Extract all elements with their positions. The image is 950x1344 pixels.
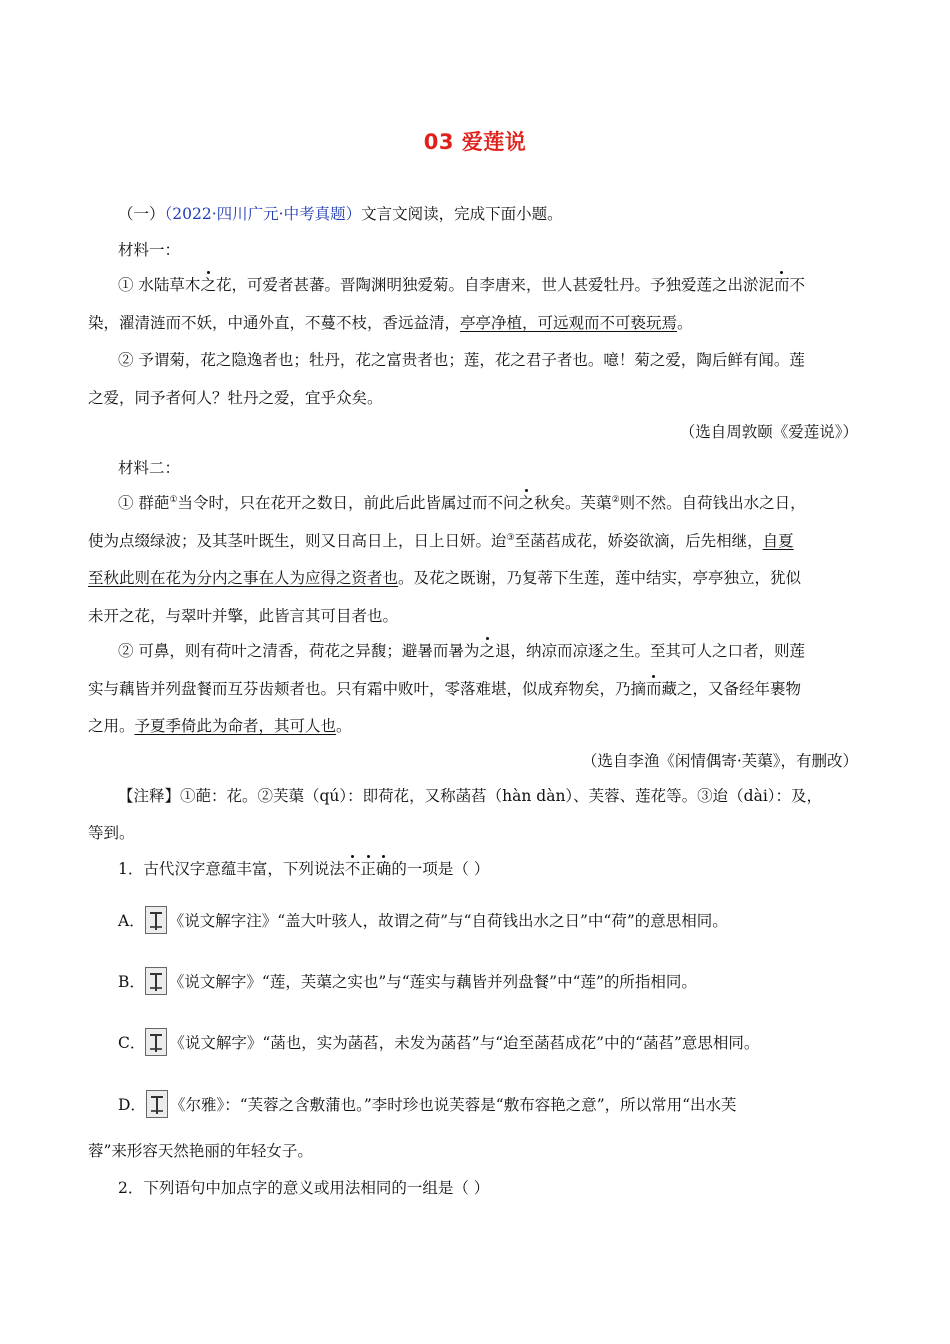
dotted-char: 正 xyxy=(360,860,376,878)
text: 之用。 xyxy=(88,717,135,735)
option-letter: A． xyxy=(118,912,145,930)
text: 藏之，又备经年裹物 xyxy=(661,680,802,698)
notes-line2: 等到。 xyxy=(88,824,135,842)
section-prefix: （一） xyxy=(118,205,165,223)
dotted-char: 确 xyxy=(375,860,392,878)
material1-label: 材料一： xyxy=(118,241,181,259)
text: ① 群葩 xyxy=(118,494,170,512)
option-letter: B． xyxy=(118,973,145,991)
material1-p2-line1: ② 予谓菊，花之隐逸者也；牡丹，花之富贵者也；莲，花之君子者也。噫！菊之爱，陶后鲜有闻。莲 xyxy=(118,351,805,369)
seal-character-lian-icon xyxy=(145,967,167,995)
text: 染，濯清涟而不妖，中通外直，不蔓不枝，香远益清， xyxy=(88,314,461,332)
dotted-char: 之 xyxy=(479,642,495,660)
underlined-sentence: 自夏 xyxy=(762,532,794,550)
section-header xyxy=(118,204,868,224)
question1-stem xyxy=(118,859,868,879)
material2-label: 材料二： xyxy=(118,459,181,477)
question1-option-d-cont: 蓉”来形容天然艳丽的年轻女子。 xyxy=(88,1142,313,1160)
question2-stem: 2．下列语句中加点字的意义或用法相同的一组是（ ） xyxy=(118,1179,490,1197)
option-letter: D． xyxy=(118,1096,146,1114)
text: 至菡萏成花，娇姿欲滴，后先相继， xyxy=(514,532,763,550)
text: 退，纳凉而凉逐之生。至其可人之口者，则莲 xyxy=(494,642,805,660)
material2-p2-line2 xyxy=(88,679,868,699)
text: 1．古代汉字意蕴丰富，下列说法 xyxy=(118,860,345,878)
option-text: 《说文解字注》“盖大叶骇人，故谓之荷”与“自荷钱出水之日”中“荷”的意思相同。 xyxy=(168,912,728,930)
material1-p1-line1 xyxy=(118,275,868,295)
question1-option-a[interactable] xyxy=(118,906,868,934)
text: 。及花之既谢，乃复蒂下生莲，莲中结实，亭亭独立，犹似 xyxy=(398,569,802,587)
text: 秋矣。芙蕖 xyxy=(534,494,612,512)
question1-option-d[interactable] xyxy=(118,1090,868,1118)
option-letter: C． xyxy=(118,1034,146,1052)
option-text: 《说文解字》“莲，芙蕖之实也”与“莲实与藕皆并列盘餐”中“莲”的所指相同。 xyxy=(168,973,697,991)
text: 实与藕皆并列盘餐而互芬齿颊者也。只有霜中败叶，零落难堪，似成弃物矣，乃摘 xyxy=(88,680,647,698)
text: ① 水陆草木 xyxy=(118,276,201,294)
material2-p2-line1 xyxy=(118,641,868,661)
source-link[interactable]: （2022·四川广元·中考真题） xyxy=(164,205,362,223)
material1-citation: （选自周敦颐《爱莲说》） xyxy=(679,423,858,441)
dotted-char: 之 xyxy=(518,494,535,512)
question1-option-c[interactable] xyxy=(118,1028,868,1056)
material1-p2-line2: 之爱，同予者何人？牡丹之爱，宜乎众矣。 xyxy=(88,389,383,407)
material2-p2-line3 xyxy=(88,716,868,736)
text: 则不然。自荷钱出水之日， xyxy=(619,494,806,512)
underlined-sentence: 予夏季倚此为命者，其可人也 xyxy=(134,717,337,735)
notes-line1: 【注释】①葩：花。②芙蕖（qú）：即荷花，又称菡萏（hàn dàn）、芙蓉、莲花等。③迨（dài）：及， xyxy=(118,787,823,805)
text: 。 xyxy=(336,717,352,735)
footnote-marker: ③ xyxy=(506,533,515,543)
material2-citation: （选自李渔《闲情偶寄·芙蕖》，有删改） xyxy=(581,752,858,770)
underlined-sentence: 亭亭净植，可远观而不可亵玩焉 xyxy=(460,314,678,332)
page-title: 03 爱莲说 xyxy=(423,130,527,154)
text: 当令时，只在花开之数日，前此后此皆属过而不问 xyxy=(177,494,519,512)
footnote-marker: ② xyxy=(611,495,620,505)
dotted-char: 不 xyxy=(344,860,361,878)
dotted-char: 之 xyxy=(200,276,216,294)
text: 不 xyxy=(789,276,805,294)
material2-p1-line4: 未开之花，与翠叶并擎，此皆言其可目者也。 xyxy=(88,607,399,625)
seal-character-han-icon xyxy=(145,1028,167,1056)
option-text: 《说文解字》“菡也，实为菡萏，未发为菡萏”与“迨至菡萏成花”中的“菡萏”意思相同。 xyxy=(169,1034,760,1052)
material2-p1-line2 xyxy=(88,531,868,551)
option-text: 《尔雅》：“芙蓉之含敷蒲也。”李时珍也说芙蓉是“敷布容艳之意”，所以常用“出水芙 xyxy=(169,1096,737,1114)
text: 的一项是（ ） xyxy=(391,860,490,878)
seal-character-he-icon xyxy=(145,906,167,934)
material2-p1-line3 xyxy=(88,568,868,588)
dotted-char: 而 xyxy=(773,276,790,294)
underlined-sentence: 至秋此则在花为分内之事在人为应得之资者也 xyxy=(88,569,399,587)
seal-character-fu-icon xyxy=(146,1090,168,1118)
text: 花，可爱者甚蕃。晋陶渊明独爱菊。自李唐来，世人甚爱牡丹。予独爱莲之出淤泥 xyxy=(215,276,774,294)
question1-option-b[interactable] xyxy=(118,967,868,995)
text: 使为点缀绿波；及其茎叶既生，则又日高日上，日上日妍。迨 xyxy=(88,532,507,550)
material2-p1-line1 xyxy=(118,493,868,513)
material1-p1-line2 xyxy=(88,313,868,333)
text: ② 可鼻，则有荷叶之清香，荷花之异馥；避暑而暑为 xyxy=(118,642,480,660)
footnote-marker: ① xyxy=(169,495,178,505)
text: 。 xyxy=(677,314,693,332)
dotted-char: 而 xyxy=(646,680,662,698)
section-instruction: 文言文阅读，完成下面小题。 xyxy=(361,205,563,223)
